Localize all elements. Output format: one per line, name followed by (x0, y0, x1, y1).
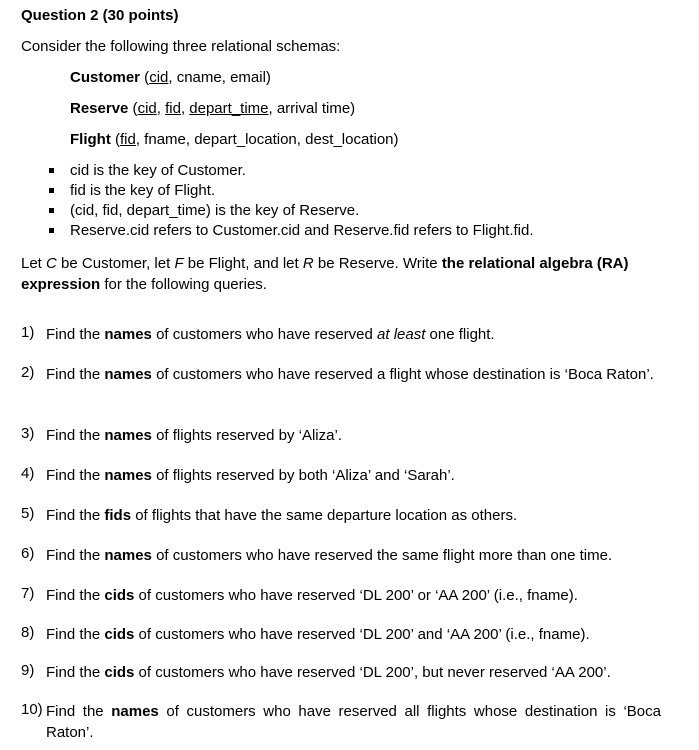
bullet-icon (49, 188, 54, 193)
question-item: 7) Find the cids of customers who have reserved ‘DL 200’ or ‘AA 200’ (i.e., fname). (21, 585, 578, 604)
bullet-icon (49, 208, 54, 213)
schema-flight: Flight (fid, fname, depart_location, dest_location) (70, 131, 399, 148)
question-item: 6) Find the names of customers who have reserved the same flight more than one time. (21, 545, 613, 564)
question-item: 9) Find the cids of customers who have reserved ‘DL 200’, but never reserved ‘AA 200’. (21, 662, 611, 681)
list-item: cid is the key of Customer. (46, 161, 534, 181)
key-attribute: cid (149, 69, 169, 86)
schema-name: Reserve (70, 100, 129, 117)
bullet-icon (49, 228, 54, 233)
question-heading: Question 2 (30 points) (21, 7, 179, 24)
schema-reserve: Reserve (cid, fid, depart_time, arrival time) (70, 100, 356, 117)
schema-name: Customer (70, 69, 141, 86)
schema-name: Flight (70, 131, 111, 148)
list-item: (cid, fid, depart_time) is the key of Reserve. (46, 201, 534, 221)
question-item: 5) Find the fids of flights that have the same departure location as others. (21, 505, 518, 524)
key-attribute: depart_time (189, 100, 269, 117)
list-item: fid is the key of Flight. (46, 181, 534, 201)
question-item: 8) Find the cids of customers who have reserved ‘DL 200’ and ‘AA 200’ (i.e., fname). (21, 624, 590, 643)
schema-customer: Customer (cid, cname, email) (70, 69, 271, 86)
key-attribute: cid (137, 100, 157, 117)
constraints-list (46, 161, 534, 241)
question-item: 10) Find the names of customers who have reserved all flights whose destination is ‘Boca Raton’. (21, 701, 661, 741)
key-attribute: fid (120, 131, 136, 148)
question-item: 3) Find the names of flights reserved by ‘Aliza’. (21, 425, 342, 444)
list-item: Reserve.cid refers to Customer.cid and Reserve.fid refers to Flight.fid. (46, 221, 534, 241)
question-item: 1) Find the names of customers who have reserved at least one flight. (21, 324, 495, 343)
key-attribute: fid (165, 100, 181, 117)
intro-text: Consider the following three relational schemas: (21, 38, 341, 55)
question-item: 4) Find the names of flights reserved by both ‘Aliza’ and ‘Sarah’. (21, 465, 455, 484)
question-item: 2) Find the names of customers who have reserved a flight whose destination is ‘Boca Raton’. (21, 364, 654, 383)
instruction-paragraph: Let C be Customer, let F be Flight, and let R be Reserve. Write the relational algebra (RA) expression for the following queries. (21, 255, 629, 293)
bullet-icon (49, 168, 54, 173)
